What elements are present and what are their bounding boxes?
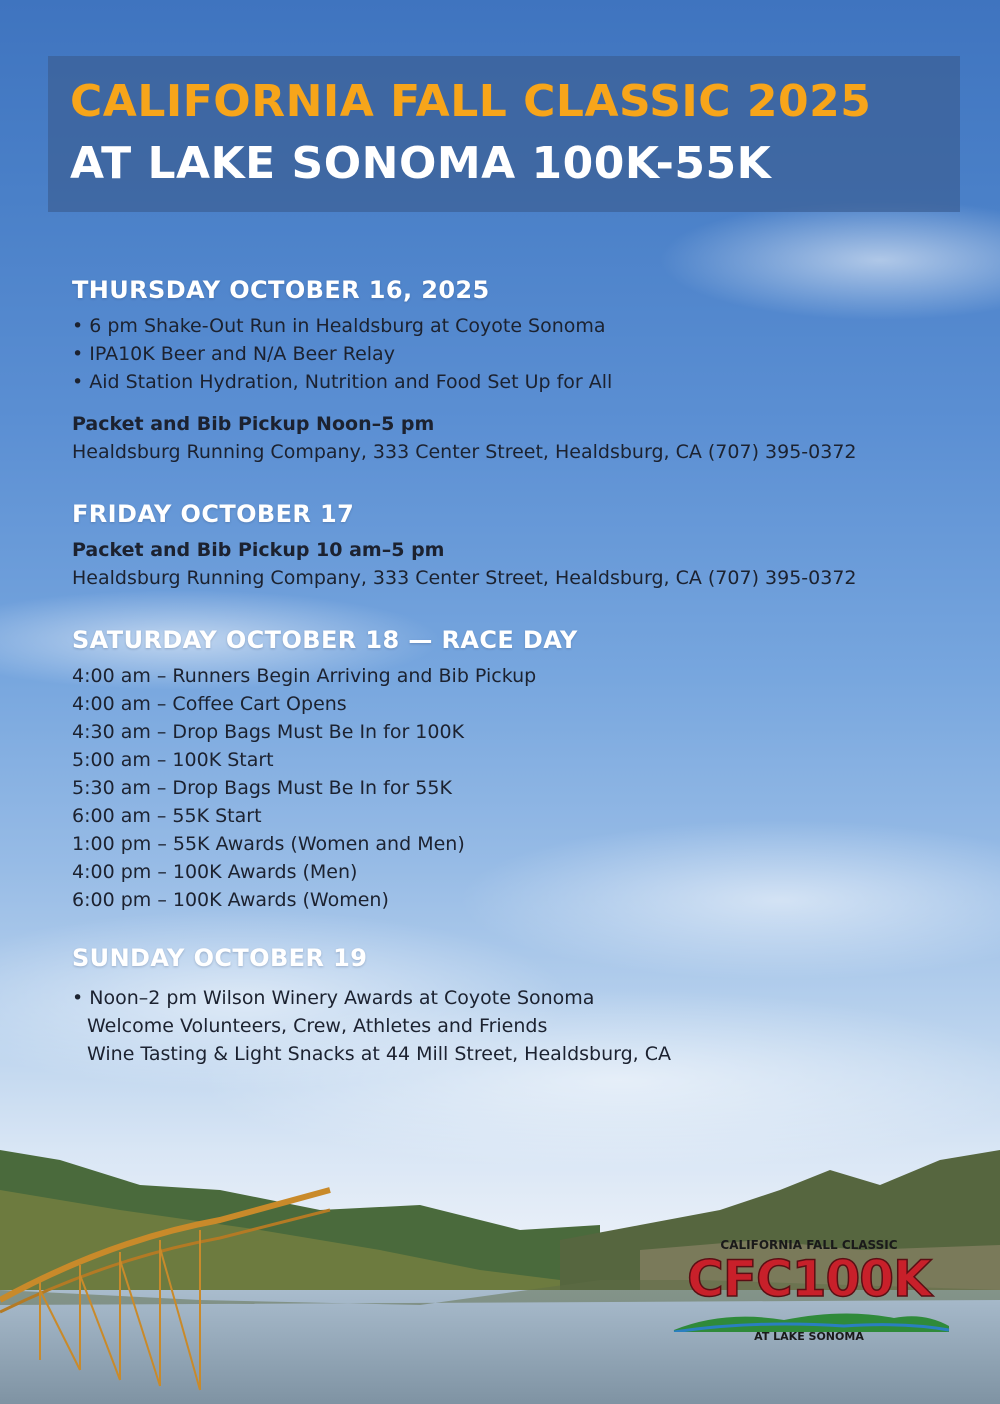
title-banner: [48, 56, 960, 212]
schedule-item: 5:00 am – 100K Start: [72, 749, 274, 771]
title-line-2: AT LAKE SONOMA 100K-55K: [70, 138, 772, 189]
logo-bottom-text: AT LAKE SONOMA: [754, 1330, 864, 1343]
schedule-item: 6:00 am – 55K Start: [72, 805, 262, 827]
schedule-item: 4:30 am – Drop Bags Must Be In for 100K: [72, 721, 465, 743]
friday-pickup-title: Packet and Bib Pickup 10 am–5 pm: [72, 539, 445, 561]
logo-hills-icon: [664, 1306, 954, 1332]
thursday-pickup-address: Healdsburg Running Company, 333 Center Street, Healdsburg, CA (707) 395-0372: [72, 441, 857, 463]
schedule-item: 4:00 am – Runners Begin Arriving and Bib Pickup: [72, 665, 537, 687]
schedule-item: 4:00 am – Coffee Cart Opens: [72, 693, 347, 715]
thursday-bullet-3: • Aid Station Hydration, Nutrition and Food Set Up for All: [72, 371, 613, 393]
schedule-item: 1:00 pm – 55K Awards (Women and Men): [72, 833, 465, 855]
schedule-item: 4:00 pm – 100K Awards (Men): [72, 861, 358, 883]
logo-main-text: CFC100K: [687, 1250, 931, 1308]
friday-heading: FRIDAY OCTOBER 17: [72, 500, 355, 528]
cfc100k-logo: [664, 1238, 954, 1350]
schedule-item: 5:30 am – Drop Bags Must Be In for 55K: [72, 777, 452, 799]
thursday-heading: THURSDAY OCTOBER 16, 2025: [72, 276, 490, 304]
thursday-bullet-2: • IPA10K Beer and N/A Beer Relay: [72, 343, 395, 365]
sunday-line-2: Welcome Volunteers, Crew, Athletes and Friends: [87, 1015, 548, 1037]
thursday-bullet-1: • 6 pm Shake-Out Run in Healdsburg at Coyote Sonoma: [72, 315, 606, 337]
thursday-pickup-title: Packet and Bib Pickup Noon–5 pm: [72, 413, 435, 435]
logo-top-text: CALIFORNIA FALL CLASSIC: [720, 1238, 898, 1252]
sunday-line-1: • Noon–2 pm Wilson Winery Awards at Coyote Sonoma: [72, 987, 595, 1009]
sunday-heading: SUNDAY OCTOBER 19: [72, 944, 368, 972]
schedule-item: 6:00 pm – 100K Awards (Women): [72, 889, 389, 911]
title-line-1: CALIFORNIA FALL CLASSIC 2025: [70, 76, 872, 127]
friday-pickup-address: Healdsburg Running Company, 333 Center Street, Healdsburg, CA (707) 395-0372: [72, 567, 857, 589]
saturday-heading: SATURDAY OCTOBER 18 — RACE DAY: [72, 626, 578, 654]
sunday-line-3: Wine Tasting & Light Snacks at 44 Mill Street, Healdsburg, CA: [87, 1043, 672, 1065]
